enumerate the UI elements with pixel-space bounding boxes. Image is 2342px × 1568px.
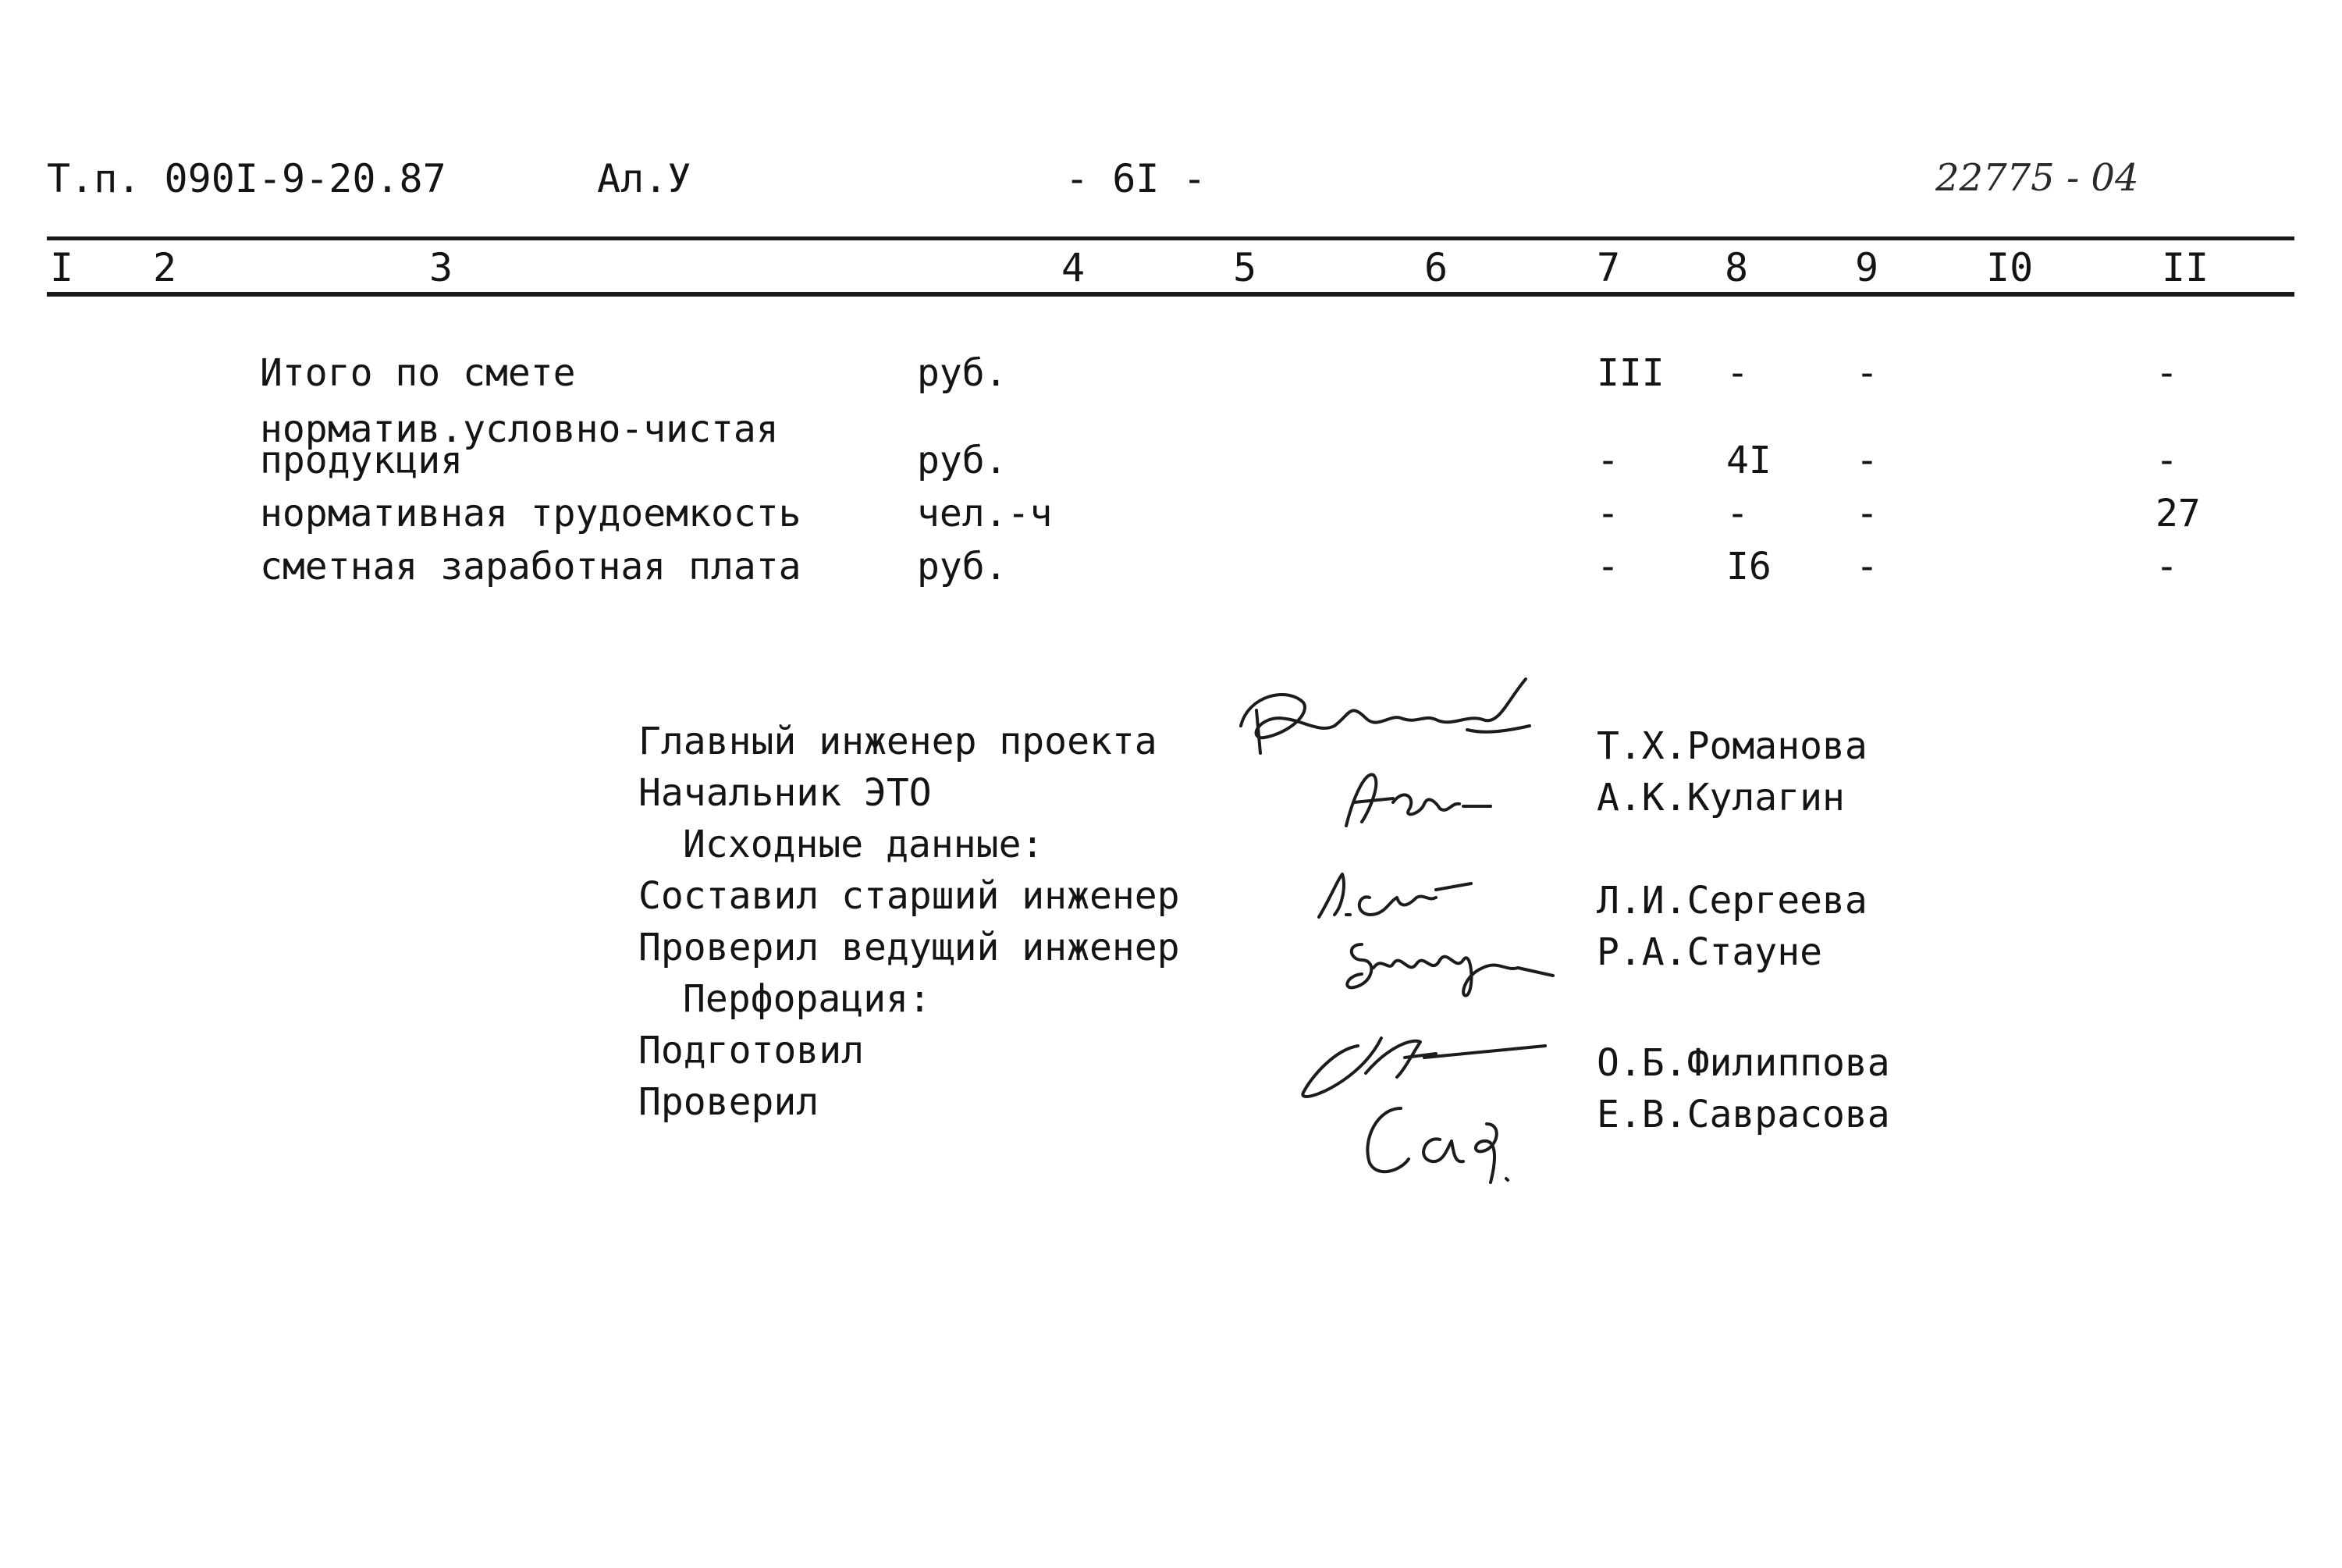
column-number-1: I [50,245,74,290]
row-col11: - [2155,439,2178,482]
row-label: Итого по смете [260,351,576,395]
row-unit: чел.-ч [917,492,1053,535]
column-number-4: 4 [1061,245,1086,290]
column-number-3: 3 [429,245,453,290]
row-unit: руб. [917,351,1008,395]
column-number-5: 5 [1233,245,1257,290]
row-label: нормативная трудоемкость [260,492,801,535]
row-col9: - [1856,351,1878,395]
row-col8: I6 [1726,545,1772,588]
compiled-by-role: Составил старший инженер [638,874,1180,918]
row-col11: - [2155,545,2178,588]
prepared-by-name: О.Б.Филиппова [1597,1041,1890,1085]
eto-head-role: Начальник ЭТО [638,771,932,815]
row-col9: - [1856,492,1878,535]
column-number-6: 6 [1424,245,1448,290]
row-col7: - [1597,545,1619,588]
row-col11: 27 [2155,492,2201,535]
row-col11: - [2155,351,2178,395]
row-label: сметная заработная плата [260,545,801,588]
column-number-9: 9 [1855,245,1879,290]
checked-by-role: Проверил [638,1080,819,1124]
source-data-heading: Исходные данные: [683,823,1044,866]
signature-romanova [1233,671,1545,765]
checked-by-name: Е.В.Саврасова [1597,1093,1890,1136]
chief-engineer-role: Главный инженер проекта [638,720,1157,763]
column-number-2: 2 [153,245,177,290]
page-number: - 6I - [1065,156,1207,201]
row-col7: III [1597,351,1665,395]
prepared-by-role: Подготовил [638,1029,864,1072]
row-label-line2: продукция [260,439,464,482]
eto-head-name: А.К.Кулагин [1597,776,1845,820]
row-unit: руб. [917,545,1008,588]
compiled-by-name: Л.И.Сергеева [1597,879,1868,923]
perforation-heading: Перфорация: [683,977,931,1021]
header-rule-bottom [47,292,2294,297]
project-code: Т.п. 090I-9-20.87 [47,156,446,201]
signature-savrasova [1354,1093,1541,1194]
header-rule-top [47,236,2294,240]
column-number-10: I0 [1986,245,2034,290]
checked-by-lead-role: Проверил ведущий инженер [638,926,1180,969]
chief-engineer-name: Т.Х.Романова [1597,724,1868,768]
row-col8: - [1726,351,1749,395]
signature-kulagin [1331,756,1502,841]
row-col8: - [1726,492,1749,535]
column-number-8: 8 [1725,245,1749,290]
row-col9: - [1856,545,1878,588]
row-col7: - [1597,492,1619,535]
archive-number: 22775 - 04 [1935,156,2139,200]
column-number-11: II [2162,245,2209,290]
row-col8: 4I [1726,439,1772,482]
signature-staune [1331,913,1565,1007]
album-label: Ал.У [597,156,691,201]
checked-by-lead-name: Р.А.Стауне [1597,930,1822,974]
row-col7: - [1597,439,1619,482]
row-col9: - [1856,439,1878,482]
row-label-line1: норматив.условно-чистая [260,407,779,451]
row-unit: руб. [917,439,1008,482]
column-number-7: 7 [1597,245,1621,290]
